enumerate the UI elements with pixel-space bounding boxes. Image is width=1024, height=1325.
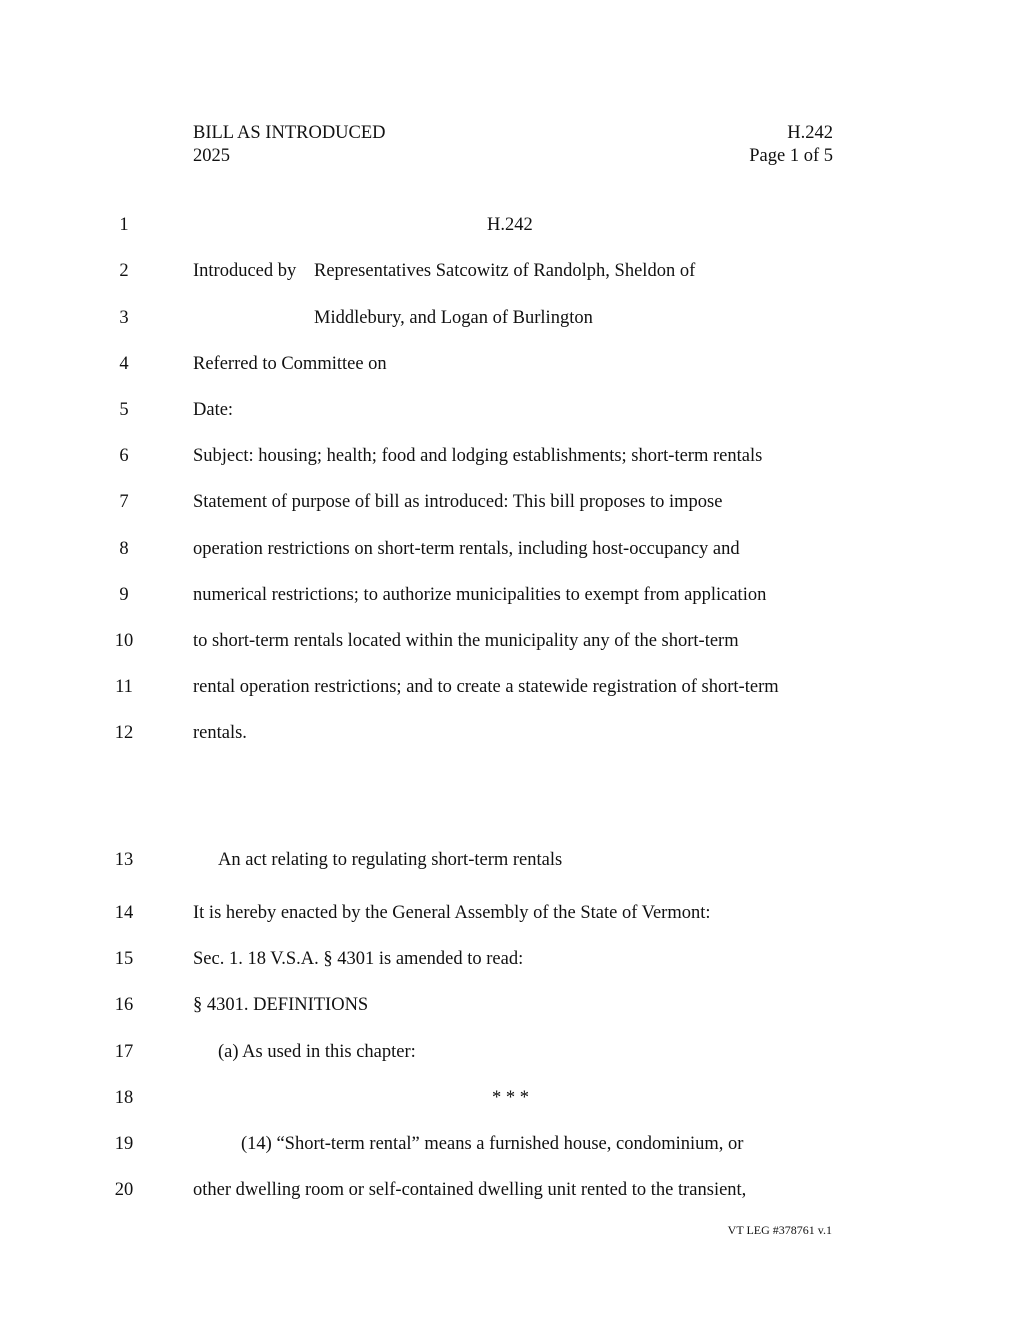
document-version: VT LEG #378761 v.1 <box>727 1223 832 1237</box>
line-number: 14 <box>114 903 134 923</box>
line-number: 16 <box>114 995 134 1015</box>
definition-14: (14) “Short-term rental” means a furnished house, condominium, or <box>241 1134 744 1154</box>
definition-14-continued: other dwelling room or self-contained dwelling unit rented to the transient, <box>193 1180 747 1200</box>
purpose-text: rentals. <box>193 723 247 743</box>
bill-number-header: H.242 <box>787 123 833 143</box>
enacting-clause: It is hereby enacted by the General Assembly of the State of Vermont: <box>193 903 711 923</box>
line-number: 2 <box>119 261 129 281</box>
line-number: 11 <box>115 677 133 697</box>
act-title: An act relating to regulating short-term rentals <box>218 850 563 870</box>
omission-marker: * * * <box>492 1088 529 1108</box>
subsection-a: (a) As used in this chapter: <box>218 1042 416 1062</box>
sponsors-line-1: Representatives Satcowitz of Randolph, Sheldon of <box>314 261 696 281</box>
line-number: 6 <box>119 446 129 466</box>
line-number: 18 <box>114 1088 134 1108</box>
line-number: 7 <box>119 492 129 512</box>
page-indicator: Page 1 of 5 <box>749 146 833 166</box>
bill-title-number: H.242 <box>487 215 533 235</box>
line-number: 5 <box>119 400 129 420</box>
purpose-text: rental operation restrictions; and to create a statewide registration of short-term <box>193 677 779 697</box>
line-number: 1 <box>119 215 129 235</box>
line-number: 12 <box>114 723 134 743</box>
purpose-text: to short-term rentals located within the municipality any of the short-term <box>193 631 739 651</box>
session-year: 2025 <box>193 146 230 166</box>
purpose-text: numerical restrictions; to authorize municipalities to exempt from application <box>193 585 767 605</box>
statement-of-purpose: Statement of purpose of bill as introduced: This bill proposes to impose <box>193 492 723 512</box>
sponsors-line-2: Middlebury, and Logan of Burlington <box>314 308 593 328</box>
line-number: 19 <box>114 1134 134 1154</box>
line-number: 8 <box>119 539 129 559</box>
bill-status: BILL AS INTRODUCED <box>193 123 386 143</box>
line-number: 10 <box>114 631 134 651</box>
line-number: 13 <box>114 850 134 870</box>
line-number: 15 <box>114 949 134 969</box>
line-number: 17 <box>114 1042 134 1062</box>
purpose-text: operation restrictions on short-term rentals, including host-occupancy and <box>193 539 740 559</box>
line-number: 4 <box>119 354 129 374</box>
committee-referral: Referred to Committee on <box>193 354 387 374</box>
section-heading: Sec. 1. 18 V.S.A. § 4301 is amended to read: <box>193 949 524 969</box>
date-line: Date: <box>193 400 234 420</box>
line-number: 9 <box>119 585 129 605</box>
statute-heading: § 4301. DEFINITIONS <box>193 995 369 1015</box>
subject-line: Subject: housing; health; food and lodging establishments; short-term rentals <box>193 446 763 466</box>
line-number: 20 <box>114 1180 134 1200</box>
introduced-by-label: Introduced by <box>193 261 297 281</box>
line-number: 3 <box>119 308 129 328</box>
